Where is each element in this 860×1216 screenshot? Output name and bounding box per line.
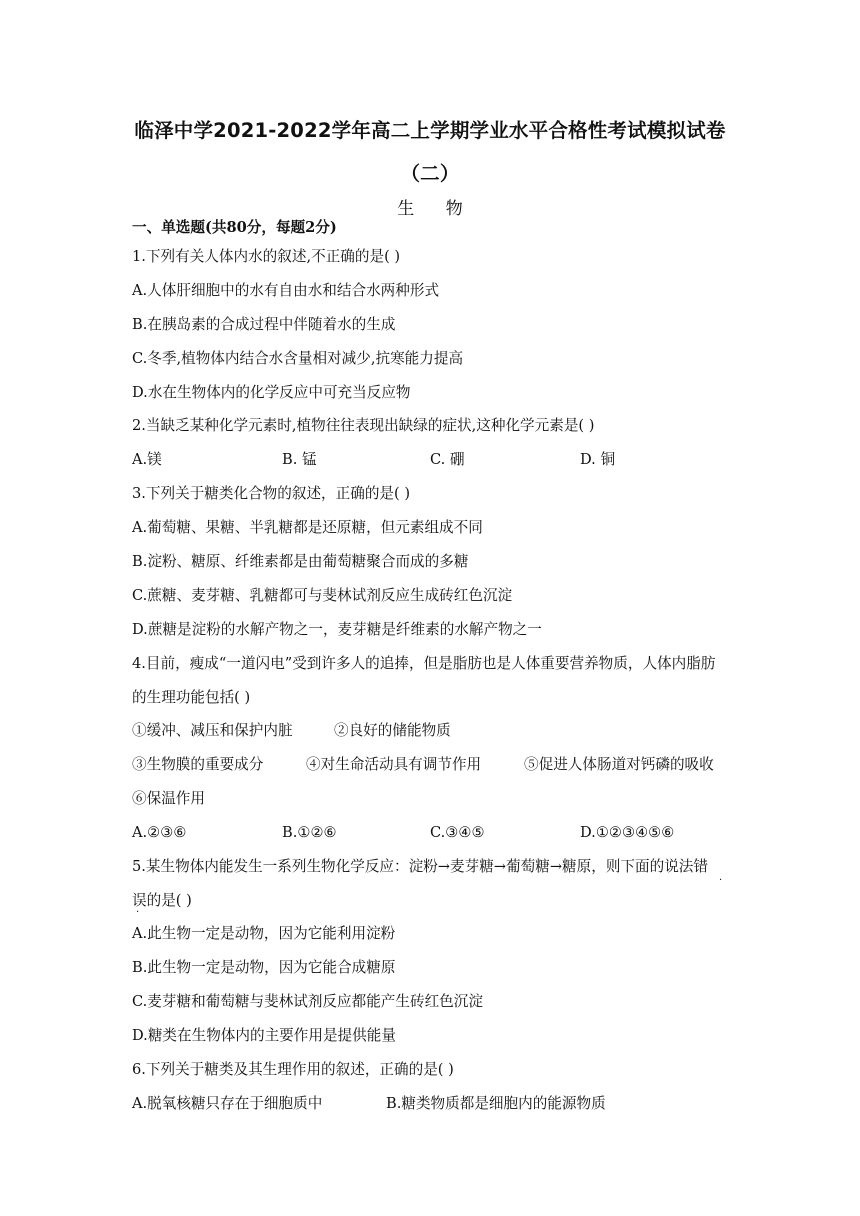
emphasis-dot: · — [719, 875, 723, 886]
q2-option-d: D. 铜 — [580, 451, 616, 468]
q5-option-b: B.此生物一定是动物，因为它能合成糖原 — [132, 959, 396, 976]
q6-stem: 6.下列关于糖类及其生理作用的叙述，正确的是( ) — [132, 1061, 454, 1078]
q4-option-c: C.③④⑤ — [430, 824, 485, 841]
q3-option-d: D.蔗糖是淀粉的水解产物之一，麦芽糖是纤维素的水解产物之一 — [132, 621, 542, 638]
section-heading: 一、单选题(共80分，每题2分) — [132, 219, 337, 236]
q5-stem-line1: 5.某生物体内能发生一系列生物化学反应：淀粉→麦芽糖→葡萄糖→糖原，则下面的说法错 — [132, 858, 708, 875]
q3-option-b: B.淀粉、糖原、纤维素都是由葡萄糖聚合而成的多糖 — [132, 553, 469, 570]
q4-item-6: ⑥保温作用 — [132, 790, 205, 807]
q2-stem: 2.当缺乏某种化学元素时,植物往往表现出缺绿的症状,这种化学元素是( ) — [132, 417, 595, 434]
q3-option-c: C.蔗糖、麦芽糖、乳糖都可与斐林试剂反应生成砖红色沉淀 — [132, 587, 513, 604]
q3-stem: 3.下列关于糖类化合物的叙述，正确的是( ) — [132, 485, 411, 502]
q1-option-b: B.在胰岛素的合成过程中伴随着水的生成 — [132, 316, 396, 333]
q1-stem: 1.下列有关人体内水的叙述,不正确的是( ) — [132, 248, 401, 265]
q2-option-c: C. 硼 — [430, 451, 465, 468]
q4-item-3: ③生物膜的重要成分 — [132, 756, 264, 773]
exam-title-line1: 临泽中学2021-2022学年高二上学期学业水平合格性考试模拟试卷 — [134, 119, 726, 142]
q2-option-a: A.镁 — [132, 451, 162, 468]
emphasis-dot: · — [136, 907, 140, 918]
q4-stem-line2: 的生理功能包括( ) — [132, 689, 251, 706]
exam-title-line2: （二） — [400, 162, 460, 185]
q1-option-c: C.冬季,植物体内结合水含量相对减少,抗寒能力提高 — [132, 350, 464, 367]
q3-option-a: A.葡萄糖、果糖、半乳糖都是还原糖，但元素组成不同 — [132, 519, 483, 536]
q5-option-c: C.麦芽糖和葡萄糖与斐林试剂反应都能产生砖红色沉淀 — [132, 993, 483, 1010]
q5-stem-line2: 误的是( ) — [132, 892, 192, 909]
q5-option-d: D.糖类在生物体内的主要作用是提供能量 — [132, 1027, 396, 1044]
q5-option-a: A.此生物一定是动物，因为它能利用淀粉 — [132, 925, 396, 942]
subject-label: 生 物 — [397, 199, 463, 219]
q1-option-d: D.水在生物体内的化学反应中可充当反应物 — [132, 384, 411, 401]
q4-option-b: B.①②⑥ — [282, 824, 337, 841]
q6-option-a: A.脱氧核糖只存在于细胞质中 — [132, 1095, 323, 1112]
q4-option-d: D.①②③④⑤⑥ — [580, 824, 675, 841]
q4-item-1: ①缓冲、减压和保护内脏 — [132, 722, 293, 739]
q2-option-b: B. 锰 — [282, 451, 317, 468]
q6-option-b: B.糖类物质都是细胞内的能源物质 — [386, 1095, 606, 1112]
q4-item-2: ②良好的储能物质 — [334, 722, 451, 739]
q4-item-5: ⑤促进人体肠道对钙磷的吸收 — [524, 756, 714, 773]
q1-option-a: A.人体肝细胞中的水有自由水和结合水两种形式 — [132, 282, 440, 299]
q4-option-a: A.②③⑥ — [132, 824, 187, 841]
q4-stem-line1: 4.目前，瘦成“一道闪电”受到许多人的追捧，但是脂肪也是人体重要营养物质，人体内脂肪 — [132, 655, 716, 672]
q4-item-4: ④对生命活动具有调节作用 — [306, 756, 482, 773]
